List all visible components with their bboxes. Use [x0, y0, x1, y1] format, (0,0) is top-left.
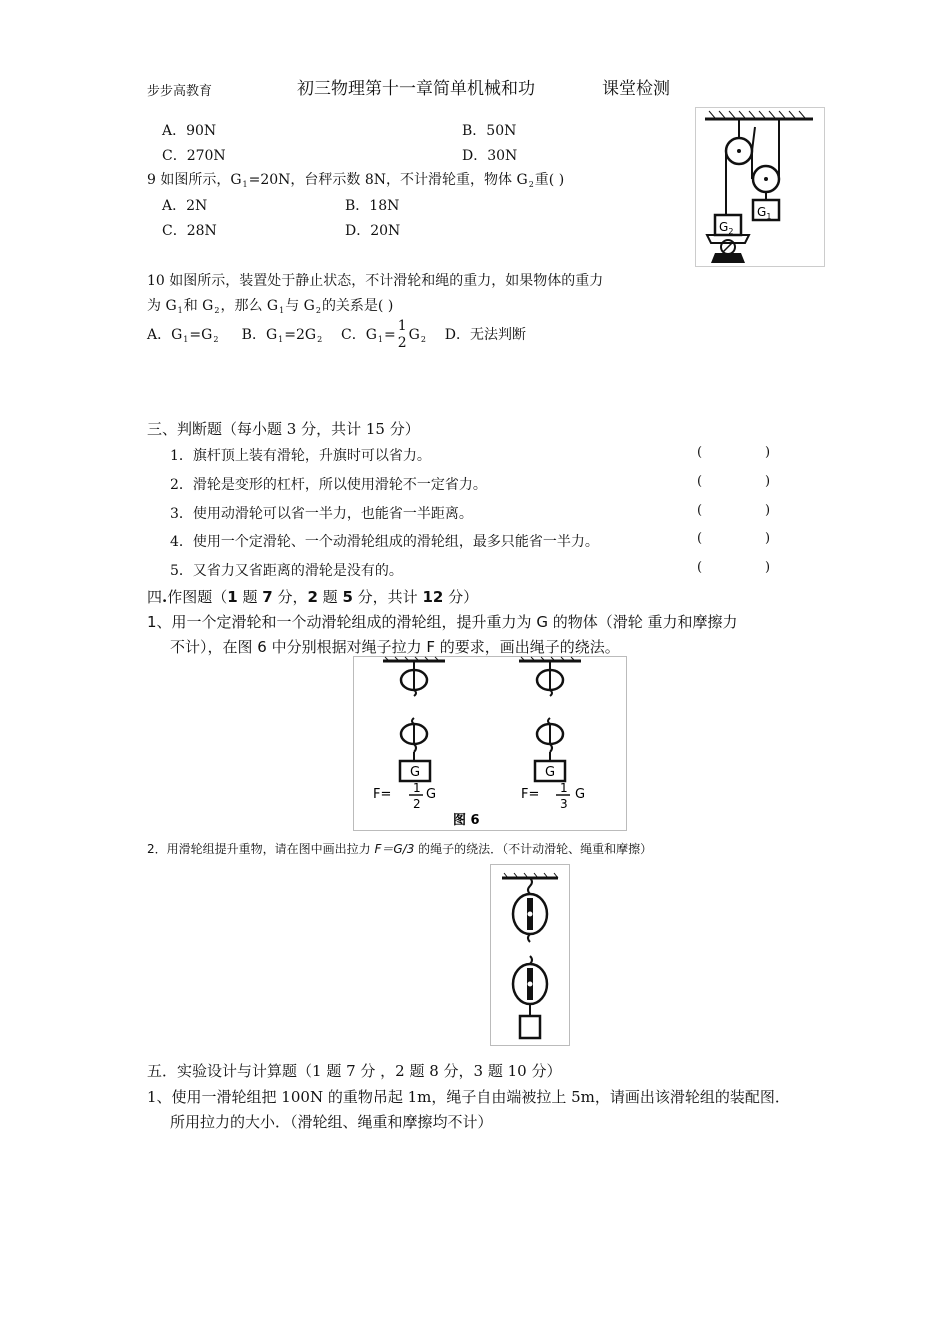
q8-option-a: A．90N: [162, 123, 217, 139]
fig6-left-f: F=: [373, 787, 392, 802]
answer-paren-left: (: [697, 474, 703, 489]
q9-stem-pre: 9 如图所示，G: [147, 172, 242, 188]
fig6-caption: 图 6: [453, 813, 480, 828]
q10-options: [147, 318, 526, 352]
section4-q1-line1: 1、用一个定滑轮和一个动滑轮组成的滑轮组，提升重力为 G 的物体（滑轮 重力和摩擦力: [147, 613, 738, 631]
judge-item: 2．滑轮是变形的杠杆，所以使用滑轮不一定省力。: [170, 477, 487, 493]
q8-option-b: B．50N: [462, 123, 517, 139]
q10-option-b: B．$G_1=2G_2$: [241, 327, 323, 344]
fig6-right-f: F=: [521, 787, 540, 802]
q10-line2: 为 $G_1$和 $G_2$，那么 $G_1$与 $G_2$的关系是( ): [147, 298, 394, 315]
section5-heading: 五．实验设计与计算题（1 题 7 分 ，2 题 8 分，3 题 10 分）: [147, 1062, 562, 1080]
q9-option-a: A．2N: [162, 198, 208, 214]
answer-paren-left: (: [697, 445, 703, 460]
section5-q1-line1: 1、使用一滑轮组把 100N 的重物吊起 1m，绳子自由端被拉上 5m，请画出该滑轮组的装配图．: [147, 1088, 790, 1106]
q9-option-d: D．20N: [345, 223, 401, 239]
q10-fraction: 1 2: [397, 318, 407, 351]
q9-sub1: 1: [242, 180, 248, 189]
q10-option-c: C．$G_1=$ 1 2 $G_2$: [340, 318, 426, 351]
fig6-right-den: 3: [560, 797, 568, 811]
pulley-figure-q9: [695, 107, 825, 267]
answer-paren-right: ): [765, 474, 771, 489]
answer-paren-left: (: [697, 503, 703, 518]
judge-item: 5．又省力又省距离的滑轮是没有的。: [170, 563, 403, 579]
pulley-figure-q2: [490, 864, 570, 1046]
fig-g2-label: $G_2$: [719, 220, 734, 236]
q10-option-a: A．$G_1=G_2$: [147, 327, 219, 344]
brand-name: 步步高教育: [147, 84, 213, 99]
page-title: 初三物理第十一章简单机械和功: [297, 79, 535, 99]
answer-paren-right: ): [765, 503, 771, 518]
answer-paren-right: ): [765, 445, 771, 460]
section4-q1-line2: 不计），在图 6 中分别根据对绳子拉力 F 的要求，画出绳子的绕法。: [170, 638, 620, 656]
q10-line1: 10 如图所示，装置处于静止状态，不计滑轮和绳的重力，如果物体的重力: [147, 273, 604, 289]
judge-item: 4．使用一个定滑轮、一个动滑轮组成的滑轮组，最多只能省一半力。: [170, 534, 599, 550]
figure-6: [353, 656, 627, 831]
judge-item: 3．使用动滑轮可以省一半力，也能省一半距离。: [170, 506, 473, 522]
fig6-right-num: 1: [560, 781, 568, 795]
fig6-right-assembly: [519, 657, 585, 811]
q9-sub2: 2: [528, 180, 534, 189]
section5-q1-line2: 所用拉力的大小．（滑轮组、绳重和摩擦均不计）: [170, 1113, 493, 1131]
judge-item: 1．旗杆顶上装有滑轮，升旗时可以省力。: [170, 448, 431, 464]
answer-paren-right: ): [765, 560, 771, 575]
q9-stem-post: 重( ): [534, 172, 565, 188]
fig6-left-assembly: [373, 657, 445, 811]
answer-paren-left: (: [697, 560, 703, 575]
q8-option-c: C．270N: [162, 148, 226, 164]
section3-heading: 三、判断题（每小题 3 分，共计 15 分）: [147, 420, 420, 438]
fig6-left-num: 1: [413, 781, 421, 795]
fig6-right-block-label: G: [545, 765, 556, 780]
q9-option-b: B．18N: [345, 198, 400, 214]
q8-option-d: D．30N: [462, 148, 518, 164]
fig6-left-block-label: G: [410, 765, 421, 780]
fig6-left-den: 2: [413, 797, 421, 811]
q9-stem: [147, 169, 564, 189]
q9-stem-mid: =20N，台秤示数 8N，不计滑轮重，物体 G: [248, 172, 528, 188]
fig6-right-g: G: [575, 787, 586, 802]
answer-paren-right: ): [765, 531, 771, 546]
section4-q2: 2．用滑轮组提升重物，请在图中画出拉力 F＝G/3 的绳子的绕法．（不计动滑轮、绳重和摩擦）: [147, 842, 653, 856]
fig-g1-label: $G_1$: [757, 205, 772, 221]
q10-option-d: D．无法判断: [444, 327, 526, 343]
fig6-left-g: G: [426, 787, 437, 802]
page-title-right: 课堂检测: [602, 79, 670, 99]
section4-heading: 四.作图题（1 题 7 分，2 题 5 分，共计 12 分）: [147, 588, 479, 606]
answer-paren-left: (: [697, 531, 703, 546]
q9-option-c: C．28N: [162, 223, 217, 239]
